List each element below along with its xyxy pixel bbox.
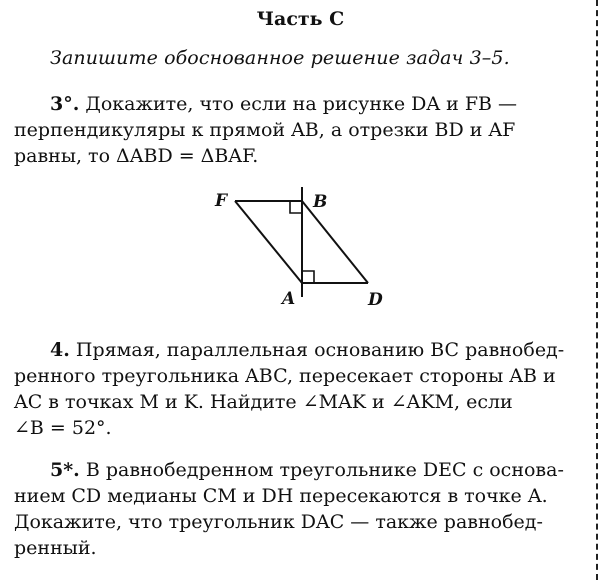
task-5: [14, 457, 592, 561]
task-4-line-2: ренного треугольника ABC, пересекает стороны AB и: [14, 365, 556, 387]
label-f: F: [215, 191, 228, 211]
task-3-line-1: [14, 91, 592, 117]
geometry-figure: [210, 187, 390, 312]
label-b: B: [313, 192, 328, 212]
task-5-line-3: Докажите, что треугольник DAC — также равнобед-: [14, 511, 543, 533]
instruction-text: Запишите обоснованное решение задач 3–5.: [50, 47, 510, 69]
figure-drawing: [210, 187, 390, 312]
task-4-line-1: [14, 337, 592, 363]
task-5-number: 5*.: [50, 459, 80, 481]
task-5-text-1: В равнобедренном треугольнике DEC с основа-: [85, 459, 564, 481]
task-4-line-4: ∠B = 52°.: [14, 417, 112, 439]
task-5-line-1: [14, 457, 592, 483]
task-3-line-2: перпендикуляры к прямой AB, а отрезки BD и AF: [14, 119, 516, 141]
task-4-number: 4.: [50, 339, 70, 361]
task-3-text-1: Докажите, что если на рисунке DA и FB —: [85, 93, 518, 115]
task-3: [14, 91, 592, 169]
task-3-line-3: равны, то ΔABD = ΔBAF.: [14, 145, 259, 167]
right-angle-b: [290, 201, 302, 213]
right-angle-a: [302, 271, 314, 283]
page-edge-dashed-line: [596, 0, 598, 580]
task-4: [14, 337, 592, 441]
task-5-line-2: нием CD медианы CM и DH пересекаются в точке A.: [14, 485, 548, 507]
task-4-text-1: Прямая, параллельная основанию BC равнобед-: [75, 339, 565, 361]
task-5-line-4: ренный.: [14, 537, 97, 559]
label-d: D: [368, 290, 383, 310]
task-3-number: 3°.: [50, 93, 80, 115]
section-title: Часть С: [256, 8, 345, 30]
label-a: A: [282, 289, 296, 309]
task-4-line-3: AC в точках M и K. Найдите ∠MAK и ∠AKM, если: [14, 391, 513, 413]
